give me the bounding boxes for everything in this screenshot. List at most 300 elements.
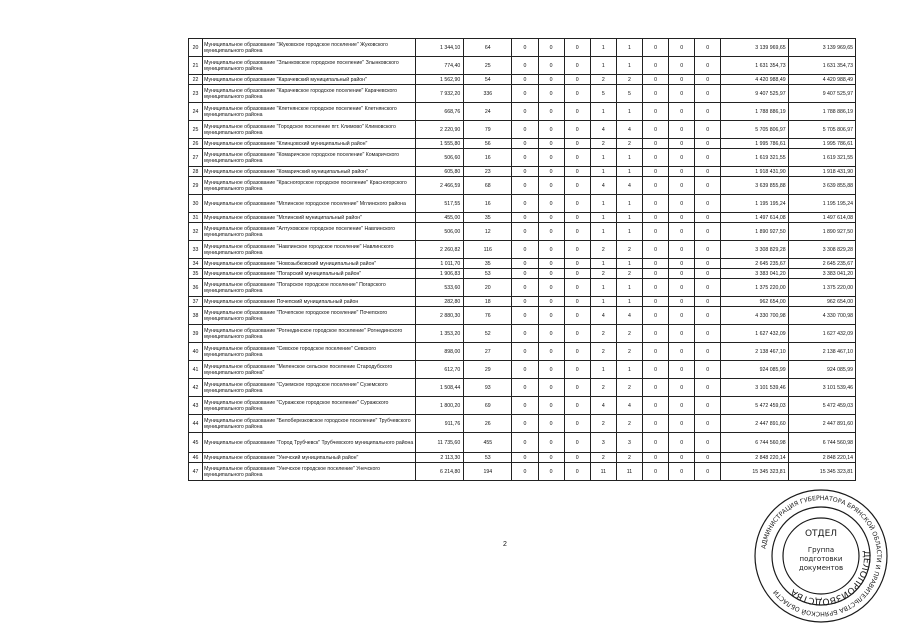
cell-c3: 0 [538, 241, 564, 259]
cell-c8: 0 [669, 85, 695, 103]
cell-s1: 3 639 855,88 [721, 177, 788, 195]
cell-c7: 0 [642, 259, 668, 269]
cell-area: 1 011,70 [416, 259, 464, 269]
cell-c5: 2 [590, 75, 616, 85]
cell-c1: 29 [464, 361, 512, 379]
cell-area: 1 344,10 [416, 39, 464, 57]
cell-area: 1 555,80 [416, 139, 464, 149]
cell-c3: 0 [538, 453, 564, 463]
cell-c1: 76 [464, 307, 512, 325]
cell-n: 29 [189, 177, 203, 195]
cell-c4: 0 [564, 259, 590, 269]
cell-c8: 0 [669, 269, 695, 279]
cell-c7: 0 [642, 103, 668, 121]
cell-c5: 1 [590, 39, 616, 57]
cell-area: 612,70 [416, 361, 464, 379]
cell-c7: 0 [642, 85, 668, 103]
cell-name: Муниципальное образование "Алтуховское городское поселение" Навлинского муниципального района [203, 223, 416, 241]
cell-c6: 1 [616, 361, 642, 379]
cell-c3: 0 [538, 149, 564, 167]
cell-n: 46 [189, 453, 203, 463]
cell-c3: 0 [538, 325, 564, 343]
cell-c7: 0 [642, 57, 668, 75]
cell-c7: 0 [642, 415, 668, 433]
cell-c4: 0 [564, 195, 590, 213]
cell-c2: 0 [512, 259, 538, 269]
cell-area: 533,60 [416, 279, 464, 297]
cell-s1: 1 631 354,73 [721, 57, 788, 75]
cell-s2: 3 101 539,46 [788, 379, 855, 397]
cell-c6: 4 [616, 121, 642, 139]
cell-area: 1 353,20 [416, 325, 464, 343]
cell-name: Муниципальное образование "Комаричское городское поселение" Комаричского муниципального района [203, 149, 416, 167]
table-row [189, 279, 856, 297]
cell-c3: 0 [538, 121, 564, 139]
cell-s1: 2 447 891,60 [721, 415, 788, 433]
cell-c1: 35 [464, 259, 512, 269]
cell-c1: 16 [464, 195, 512, 213]
cell-c7: 0 [642, 433, 668, 453]
cell-n: 20 [189, 39, 203, 57]
cell-area: 6 214,80 [416, 463, 464, 481]
cell-c5: 2 [590, 343, 616, 361]
cell-name: Муниципальное образование "Город Трубчевск" Трубчевского муниципального района [203, 433, 416, 453]
cell-c1: 52 [464, 325, 512, 343]
cell-s1: 2 848 220,14 [721, 453, 788, 463]
cell-c2: 0 [512, 149, 538, 167]
cell-name: Муниципальное образование "Унечский муниципальный район" [203, 453, 416, 463]
cell-c2: 0 [512, 57, 538, 75]
cell-area: 1 800,20 [416, 397, 464, 415]
cell-c7: 0 [642, 397, 668, 415]
table-row [189, 453, 856, 463]
cell-c4: 0 [564, 223, 590, 241]
cell-c2: 0 [512, 177, 538, 195]
cell-c9: 0 [695, 167, 721, 177]
cell-c4: 0 [564, 415, 590, 433]
cell-c8: 0 [669, 307, 695, 325]
cell-name: Муниципальное образование "Комаричский муниципальный район" [203, 167, 416, 177]
cell-s1: 1 788 886,19 [721, 103, 788, 121]
cell-n: 25 [189, 121, 203, 139]
cell-c4: 0 [564, 75, 590, 85]
cell-c7: 0 [642, 453, 668, 463]
cell-c7: 0 [642, 297, 668, 307]
cell-area: 282,80 [416, 297, 464, 307]
cell-c4: 0 [564, 269, 590, 279]
cell-c9: 0 [695, 139, 721, 149]
cell-c2: 0 [512, 307, 538, 325]
cell-c3: 0 [538, 433, 564, 453]
cell-c9: 0 [695, 177, 721, 195]
cell-area: 1 508,44 [416, 379, 464, 397]
table-row [189, 121, 856, 139]
table-row [189, 259, 856, 269]
cell-name: Муниципальное образование "Севское городское поселение" Севского муниципального района [203, 343, 416, 361]
data-table [188, 38, 856, 481]
table-row [189, 325, 856, 343]
cell-n: 26 [189, 139, 203, 149]
cell-c1: 79 [464, 121, 512, 139]
cell-s2: 4 420 988,49 [788, 75, 855, 85]
cell-name: Муниципальное образование "Клетнянское городское поселение" Клетнянского муниципального района [203, 103, 416, 121]
cell-c9: 0 [695, 149, 721, 167]
table-row [189, 379, 856, 397]
cell-c6: 2 [616, 343, 642, 361]
cell-c6: 1 [616, 149, 642, 167]
cell-c3: 0 [538, 307, 564, 325]
cell-c5: 5 [590, 85, 616, 103]
cell-c2: 0 [512, 195, 538, 213]
cell-c1: 56 [464, 139, 512, 149]
cell-c1: 18 [464, 297, 512, 307]
cell-c9: 0 [695, 463, 721, 481]
cell-c5: 1 [590, 361, 616, 379]
cell-c5: 1 [590, 167, 616, 177]
cell-s2: 3 383 041,20 [788, 269, 855, 279]
cell-s1: 3 139 969,65 [721, 39, 788, 57]
cell-c9: 0 [695, 241, 721, 259]
cell-c3: 0 [538, 379, 564, 397]
cell-c4: 0 [564, 103, 590, 121]
cell-c1: 336 [464, 85, 512, 103]
cell-c5: 2 [590, 325, 616, 343]
cell-c6: 4 [616, 307, 642, 325]
cell-name: Муниципальное образование "Погарский муниципальный район" [203, 269, 416, 279]
cell-c8: 0 [669, 75, 695, 85]
cell-c5: 2 [590, 269, 616, 279]
cell-n: 30 [189, 195, 203, 213]
cell-area: 774,40 [416, 57, 464, 75]
cell-c8: 0 [669, 343, 695, 361]
table-body [189, 39, 856, 481]
cell-n: 22 [189, 75, 203, 85]
table-row [189, 167, 856, 177]
cell-c8: 0 [669, 415, 695, 433]
cell-s2: 1 890 927,50 [788, 223, 855, 241]
cell-c7: 0 [642, 121, 668, 139]
cell-c4: 0 [564, 379, 590, 397]
cell-c9: 0 [695, 259, 721, 269]
table-row [189, 195, 856, 213]
cell-c9: 0 [695, 223, 721, 241]
cell-s2: 1 627 432,09 [788, 325, 855, 343]
cell-c2: 0 [512, 241, 538, 259]
cell-s2: 5 472 459,03 [788, 397, 855, 415]
cell-c3: 0 [538, 269, 564, 279]
cell-s2: 1 631 354,73 [788, 57, 855, 75]
cell-c8: 0 [669, 139, 695, 149]
cell-n: 40 [189, 343, 203, 361]
cell-c4: 0 [564, 325, 590, 343]
table-row [189, 103, 856, 121]
table-row [189, 177, 856, 195]
cell-c9: 0 [695, 397, 721, 415]
cell-c9: 0 [695, 379, 721, 397]
cell-s2: 3 139 969,65 [788, 39, 855, 57]
page-number: 2 [503, 541, 507, 548]
svg-text:ДЕЛОПРОИЗВОДСТВА: ДЕЛОПРОИЗВОДСТВА [789, 550, 872, 607]
cell-c2: 0 [512, 269, 538, 279]
cell-c3: 0 [538, 103, 564, 121]
cell-c8: 0 [669, 463, 695, 481]
cell-c1: 16 [464, 149, 512, 167]
cell-c1: 35 [464, 213, 512, 223]
cell-c4: 0 [564, 121, 590, 139]
cell-c2: 0 [512, 397, 538, 415]
cell-n: 32 [189, 223, 203, 241]
cell-n: 23 [189, 85, 203, 103]
table-row [189, 139, 856, 149]
cell-s1: 1 918 431,90 [721, 167, 788, 177]
cell-s2: 2 138 467,10 [788, 343, 855, 361]
svg-text:АДМИНИСТРАЦИЯ ГУБЕРНАТОРА БРЯН: АДМИНИСТРАЦИЯ ГУБЕРНАТОРА БРЯНСКОЙ ОБЛАСТИ И ПРАВИТЕЛЬСТВА БРЯНСКОЙ ОБЛАСТИ [760, 494, 883, 618]
cell-c8: 0 [669, 213, 695, 223]
cell-c6: 1 [616, 103, 642, 121]
cell-s2: 962 654,00 [788, 297, 855, 307]
cell-c4: 0 [564, 397, 590, 415]
cell-c3: 0 [538, 361, 564, 379]
cell-name: Муниципальное образование "Жуковское городское поселение" Жуковского муниципального района [203, 39, 416, 57]
cell-c2: 0 [512, 167, 538, 177]
table-row [189, 269, 856, 279]
cell-c4: 0 [564, 167, 590, 177]
cell-s1: 924 085,99 [721, 361, 788, 379]
cell-c1: 68 [464, 177, 512, 195]
cell-area: 2 466,59 [416, 177, 464, 195]
cell-n: 36 [189, 279, 203, 297]
cell-c8: 0 [669, 149, 695, 167]
cell-area: 668,76 [416, 103, 464, 121]
cell-c8: 0 [669, 259, 695, 269]
cell-c4: 0 [564, 149, 590, 167]
cell-c1: 93 [464, 379, 512, 397]
cell-c6: 1 [616, 57, 642, 75]
cell-c8: 0 [669, 379, 695, 397]
cell-c3: 0 [538, 39, 564, 57]
cell-name: Муниципальное образование "Меленское сельское поселение Стародубского муниципального района" [203, 361, 416, 379]
cell-area: 605,80 [416, 167, 464, 177]
cell-c5: 4 [590, 397, 616, 415]
cell-c4: 0 [564, 279, 590, 297]
cell-c9: 0 [695, 307, 721, 325]
cell-c6: 2 [616, 269, 642, 279]
cell-c8: 0 [669, 433, 695, 453]
cell-c5: 1 [590, 195, 616, 213]
cell-n: 42 [189, 379, 203, 397]
cell-s1: 6 744 560,98 [721, 433, 788, 453]
cell-c4: 0 [564, 463, 590, 481]
svg-text:Группа: Группа [807, 546, 835, 554]
cell-s1: 1 375 220,00 [721, 279, 788, 297]
cell-c6: 2 [616, 379, 642, 397]
cell-c7: 0 [642, 463, 668, 481]
cell-c6: 2 [616, 139, 642, 149]
cell-n: 33 [189, 241, 203, 259]
cell-n: 21 [189, 57, 203, 75]
cell-n: 41 [189, 361, 203, 379]
table-row [189, 57, 856, 75]
cell-s1: 1 497 614,08 [721, 213, 788, 223]
table-row [189, 297, 856, 307]
cell-c9: 0 [695, 213, 721, 223]
cell-c9: 0 [695, 415, 721, 433]
cell-n: 47 [189, 463, 203, 481]
cell-c7: 0 [642, 379, 668, 397]
cell-n: 45 [189, 433, 203, 453]
cell-c9: 0 [695, 361, 721, 379]
cell-c8: 0 [669, 177, 695, 195]
cell-c3: 0 [538, 167, 564, 177]
cell-c8: 0 [669, 297, 695, 307]
cell-c3: 0 [538, 213, 564, 223]
cell-c9: 0 [695, 325, 721, 343]
cell-c1: 20 [464, 279, 512, 297]
cell-c6: 5 [616, 85, 642, 103]
cell-c6: 1 [616, 223, 642, 241]
cell-c1: 116 [464, 241, 512, 259]
cell-c8: 0 [669, 453, 695, 463]
cell-c4: 0 [564, 453, 590, 463]
table-row [189, 213, 856, 223]
table-row [189, 463, 856, 481]
cell-c9: 0 [695, 297, 721, 307]
cell-c5: 4 [590, 177, 616, 195]
cell-name: Муниципальное образование "Городское поселение пгт. Климово" Климовского муниципального района [203, 121, 416, 139]
cell-c9: 0 [695, 121, 721, 139]
cell-s2: 1 918 431,90 [788, 167, 855, 177]
cell-c3: 0 [538, 415, 564, 433]
cell-name: Муниципальное образование "Суземское городское поселение" Суземского муниципального района [203, 379, 416, 397]
cell-c8: 0 [669, 397, 695, 415]
cell-c2: 0 [512, 121, 538, 139]
cell-area: 2 113,30 [416, 453, 464, 463]
cell-c3: 0 [538, 279, 564, 297]
cell-c3: 0 [538, 75, 564, 85]
cell-c5: 2 [590, 379, 616, 397]
cell-c4: 0 [564, 85, 590, 103]
cell-s1: 962 654,00 [721, 297, 788, 307]
cell-area: 911,76 [416, 415, 464, 433]
cell-c8: 0 [669, 223, 695, 241]
cell-name: Муниципальное образование "Мглинское городское поселение" Мглинского района [203, 195, 416, 213]
cell-name: Муниципальное образование "Навлинское городское поселение" Навлинского муниципального района [203, 241, 416, 259]
cell-c4: 0 [564, 213, 590, 223]
cell-c5: 4 [590, 307, 616, 325]
cell-c2: 0 [512, 39, 538, 57]
cell-c6: 1 [616, 259, 642, 269]
cell-c3: 0 [538, 85, 564, 103]
cell-c7: 0 [642, 177, 668, 195]
cell-c6: 1 [616, 167, 642, 177]
cell-n: 28 [189, 167, 203, 177]
cell-c7: 0 [642, 195, 668, 213]
cell-s1: 3 383 041,20 [721, 269, 788, 279]
cell-s1: 5 705 806,97 [721, 121, 788, 139]
cell-s1: 2 138 467,10 [721, 343, 788, 361]
cell-c6: 2 [616, 75, 642, 85]
cell-s2: 2 645 235,67 [788, 259, 855, 269]
cell-c3: 0 [538, 177, 564, 195]
cell-area: 2 220,90 [416, 121, 464, 139]
cell-s2: 2 848 220,14 [788, 453, 855, 463]
cell-c4: 0 [564, 177, 590, 195]
cell-area: 506,60 [416, 149, 464, 167]
cell-c2: 0 [512, 415, 538, 433]
cell-c7: 0 [642, 361, 668, 379]
cell-s1: 9 407 525,97 [721, 85, 788, 103]
cell-c4: 0 [564, 139, 590, 149]
cell-c4: 0 [564, 241, 590, 259]
cell-name: Муниципальное образование "Клинцовский муниципальный район" [203, 139, 416, 149]
cell-c7: 0 [642, 167, 668, 177]
cell-c6: 2 [616, 241, 642, 259]
table-row [189, 85, 856, 103]
cell-c8: 0 [669, 39, 695, 57]
cell-c9: 0 [695, 343, 721, 361]
cell-c9: 0 [695, 195, 721, 213]
cell-c2: 0 [512, 279, 538, 297]
cell-name: Муниципальное образование "Погарское городское поселение" Погарского муниципального района [203, 279, 416, 297]
table-row [189, 39, 856, 57]
cell-s2: 1 375 220,00 [788, 279, 855, 297]
cell-c3: 0 [538, 259, 564, 269]
cell-c6: 2 [616, 415, 642, 433]
cell-s1: 4 330 700,98 [721, 307, 788, 325]
cell-c4: 0 [564, 361, 590, 379]
cell-c3: 0 [538, 139, 564, 149]
cell-c1: 53 [464, 453, 512, 463]
cell-c3: 0 [538, 397, 564, 415]
cell-c1: 26 [464, 415, 512, 433]
cell-c4: 0 [564, 433, 590, 453]
cell-c3: 0 [538, 343, 564, 361]
cell-name: Муниципальное образование "Злынковское городское поселение" Злынковского муниципального района [203, 57, 416, 75]
cell-c4: 0 [564, 297, 590, 307]
cell-c2: 0 [512, 103, 538, 121]
cell-c6: 1 [616, 39, 642, 57]
cell-c3: 0 [538, 463, 564, 481]
cell-s1: 1 619 321,55 [721, 149, 788, 167]
cell-c7: 0 [642, 223, 668, 241]
cell-c4: 0 [564, 57, 590, 75]
cell-c2: 0 [512, 85, 538, 103]
svg-text:подготовки: подготовки [799, 555, 843, 563]
cell-area: 11 735,60 [416, 433, 464, 453]
svg-text:ОТДЕЛ: ОТДЕЛ [804, 529, 838, 539]
cell-c1: 27 [464, 343, 512, 361]
cell-area: 517,55 [416, 195, 464, 213]
cell-s1: 1 195 195,24 [721, 195, 788, 213]
cell-n: 43 [189, 397, 203, 415]
cell-c5: 1 [590, 259, 616, 269]
cell-area: 7 932,20 [416, 85, 464, 103]
cell-s2: 3 308 829,28 [788, 241, 855, 259]
cell-c3: 0 [538, 195, 564, 213]
cell-c8: 0 [669, 103, 695, 121]
cell-c1: 69 [464, 397, 512, 415]
cell-c9: 0 [695, 103, 721, 121]
cell-s2: 1 788 886,19 [788, 103, 855, 121]
cell-c6: 1 [616, 279, 642, 297]
cell-c2: 0 [512, 75, 538, 85]
cell-name: Муниципальное образование "Почепское городское поселение" Почепского муниципального района [203, 307, 416, 325]
cell-c9: 0 [695, 85, 721, 103]
cell-c9: 0 [695, 57, 721, 75]
cell-s1: 3 101 539,46 [721, 379, 788, 397]
cell-c5: 1 [590, 57, 616, 75]
cell-c6: 4 [616, 397, 642, 415]
